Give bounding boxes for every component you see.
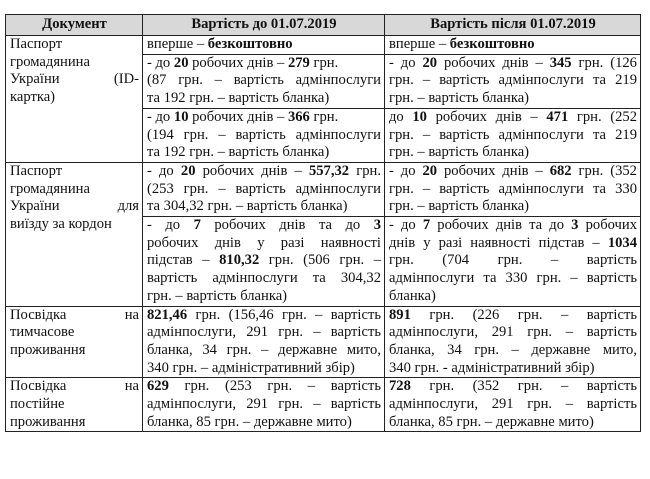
table-header-row: [6, 15, 641, 36]
cost-before-cell: - до 7 робочих днів та до 3 робочих днів у разі наявності підстав – 810,32 грн. (506 грн. – вартість адмінпослуги та 304,32 грн. – вартість бланка): [143, 217, 385, 307]
table-row: [6, 378, 641, 432]
cost-before-cell: 821,46 грн. (156,46 грн. – вартість адмінпослуги, 291 грн. – вартість бланка, 34 грн. – державне мито, 340 грн. – адміністративний збір): [143, 306, 385, 378]
header-document: Документ: [6, 15, 143, 36]
cost-after-cell: 728 грн. (352 грн. – вартість адмінпослуги, 291 грн. – вартість бланка, 85 грн. – державне мито): [385, 378, 641, 432]
cost-before-cell: 629 грн. (253 грн. – вартість адмінпослуги, 291 грн. – вартість бланка, 85 грн. – державне мито): [143, 378, 385, 432]
document-name-cell: Посвідка на постійне проживання: [6, 378, 143, 432]
cost-after-cell: вперше – безкоштовно: [385, 36, 641, 55]
header-after: Вартість після 01.07.2019: [385, 15, 641, 36]
cost-before-cell: - до 20 робочих днів – 279 грн. (87 грн. – вартість адмінпослуги та 192 грн. – вартість бланка): [143, 54, 385, 108]
table-row: [6, 162, 641, 216]
document-name-cell: Паспорт громадянина України (ID- картка): [6, 36, 143, 163]
header-before: Вартість до 01.07.2019: [143, 15, 385, 36]
fees-table: [5, 14, 641, 432]
cost-after-cell: - до 20 робочих днів – 682 грн. (352 грн. – вартість адмінпослуги та 330 грн. – вартість бланка): [385, 162, 641, 216]
cost-after-cell: до 10 робочих днів – 471 грн. (252 грн. – вартість адмінпослуги та 219 грн. – вартість бланка): [385, 108, 641, 162]
cost-before-cell: - до 20 робочих днів – 557,32 грн. (253 грн. – вартість адмінпослуги та 304,32 грн. – вартість бланка): [143, 162, 385, 216]
document-name-cell: Паспорт громадянина України для виїзду за кордон: [6, 162, 143, 306]
cost-before-cell: - до 10 робочих днів – 366 грн. (194 грн. – вартість адмінпослуги та 192 грн. – вартість бланка): [143, 108, 385, 162]
cost-after-cell: - до 7 робочих днів та до 3 робочих днів у разі наявності підстав – 1034 грн. (704 грн. – вартість адмінпослуги та 330 грн. – вартість бланка): [385, 217, 641, 307]
cost-before-cell: вперше – безкоштовно: [143, 36, 385, 55]
document-name-cell: Посвідка на тимчасове проживання: [6, 306, 143, 378]
table-row: [6, 306, 641, 378]
cost-after-cell: 891 грн. (226 грн. – вартість адмінпослуги, 291 грн. – вартість бланка, 34 грн. – державне мито, 340 грн. - адміністративний збір): [385, 306, 641, 378]
cost-after-cell: - до 20 робочих днів – 345 грн. (126 грн. – вартість адмінпослуги та 219 грн. – вартість бланка): [385, 54, 641, 108]
table-row: [6, 36, 641, 55]
